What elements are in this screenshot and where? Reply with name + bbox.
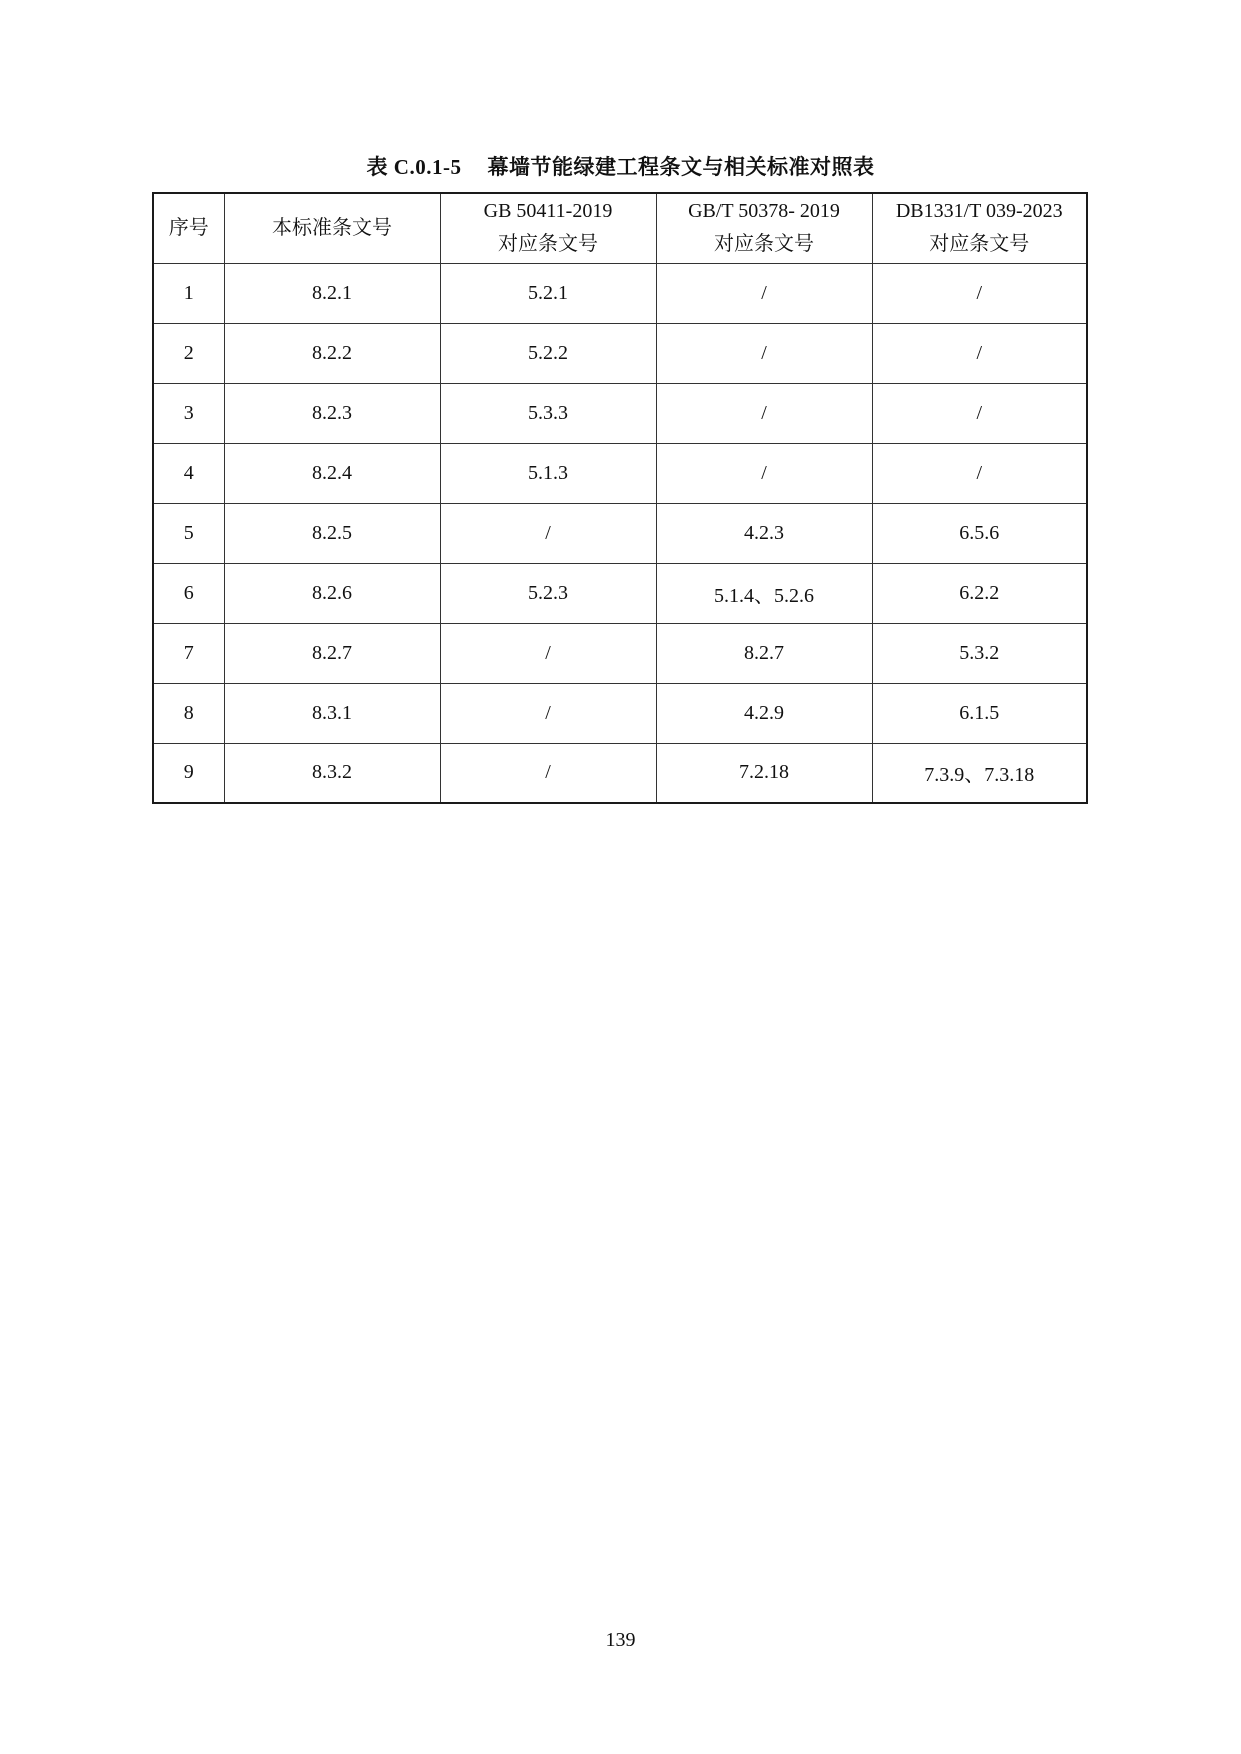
cell-serial: 6 — [153, 563, 224, 623]
cell-gb-50411: / — [440, 503, 656, 563]
table-title: 幕墙节能绿建工程条文与相关标准对照表 — [487, 155, 875, 179]
cell-this-clause: 8.3.2 — [224, 743, 440, 803]
cell-this-clause: 8.2.6 — [224, 563, 440, 623]
cell-gbt-50378: 8.2.7 — [656, 623, 872, 683]
table-row — [153, 263, 1087, 323]
standards-comparison-table — [152, 192, 1088, 804]
cell-serial: 7 — [153, 623, 224, 683]
cell-this-clause: 8.3.1 — [224, 683, 440, 743]
cell-db1331: / — [872, 443, 1087, 503]
header-db1331: DB1331/T 039-2023 对应条文号 — [872, 193, 1087, 263]
cell-gbt-50378: / — [656, 323, 872, 383]
cell-gbt-50378: / — [656, 263, 872, 323]
header-this-standard-clause: 本标准条文号 — [224, 193, 440, 263]
cell-db1331: 6.1.5 — [872, 683, 1087, 743]
header-serial-number: 序号 — [153, 193, 224, 263]
cell-this-clause: 8.2.3 — [224, 383, 440, 443]
cell-gb-50411: 5.1.3 — [440, 443, 656, 503]
cell-gb-50411: / — [440, 683, 656, 743]
page-number: 139 — [605, 1629, 636, 1651]
cell-db1331: 5.3.2 — [872, 623, 1087, 683]
cell-serial: 4 — [153, 443, 224, 503]
cell-db1331: / — [872, 383, 1087, 443]
cell-serial: 8 — [153, 683, 224, 743]
header-row — [153, 193, 1087, 263]
cell-this-clause: 8.2.2 — [224, 323, 440, 383]
cell-gb-50411: 5.2.1 — [440, 263, 656, 323]
cell-gbt-50378: / — [656, 383, 872, 443]
cell-db1331: / — [872, 263, 1087, 323]
cell-gb-50411: 5.2.2 — [440, 323, 656, 383]
cell-gb-50411: / — [440, 623, 656, 683]
table-row — [153, 623, 1087, 683]
cell-serial: 2 — [153, 323, 224, 383]
cell-gbt-50378: 5.1.4、5.2.6 — [656, 563, 872, 623]
cell-gbt-50378: 4.2.3 — [656, 503, 872, 563]
cell-db1331: 6.5.6 — [872, 503, 1087, 563]
cell-serial: 5 — [153, 503, 224, 563]
cell-gb-50411: / — [440, 743, 656, 803]
cell-this-clause: 8.2.7 — [224, 623, 440, 683]
header-gb-50411: GB 50411-2019 对应条文号 — [440, 193, 656, 263]
table-number: 表 C.0.1-5 — [366, 155, 462, 179]
cell-db1331: 7.3.9、7.3.18 — [872, 743, 1087, 803]
cell-db1331: / — [872, 323, 1087, 383]
cell-serial: 3 — [153, 383, 224, 443]
cell-serial: 1 — [153, 263, 224, 323]
table-row — [153, 383, 1087, 443]
table-row — [153, 503, 1087, 563]
table-header — [153, 193, 1087, 263]
table-row — [153, 563, 1087, 623]
table-row — [153, 683, 1087, 743]
table-body — [153, 263, 1087, 803]
table-row — [153, 443, 1087, 503]
header-gbt-50378: GB/T 50378- 2019 对应条文号 — [656, 193, 872, 263]
cell-db1331: 6.2.2 — [872, 563, 1087, 623]
cell-this-clause: 8.2.5 — [224, 503, 440, 563]
cell-gbt-50378: 4.2.9 — [656, 683, 872, 743]
cell-gb-50411: 5.3.3 — [440, 383, 656, 443]
cell-this-clause: 8.2.4 — [224, 443, 440, 503]
cell-this-clause: 8.2.1 — [224, 263, 440, 323]
cell-gbt-50378: 7.2.18 — [656, 743, 872, 803]
table-row — [153, 743, 1087, 803]
cell-serial: 9 — [153, 743, 224, 803]
cell-gbt-50378: / — [656, 443, 872, 503]
table-caption — [0, 152, 1241, 182]
table-row — [153, 323, 1087, 383]
cell-gb-50411: 5.2.3 — [440, 563, 656, 623]
